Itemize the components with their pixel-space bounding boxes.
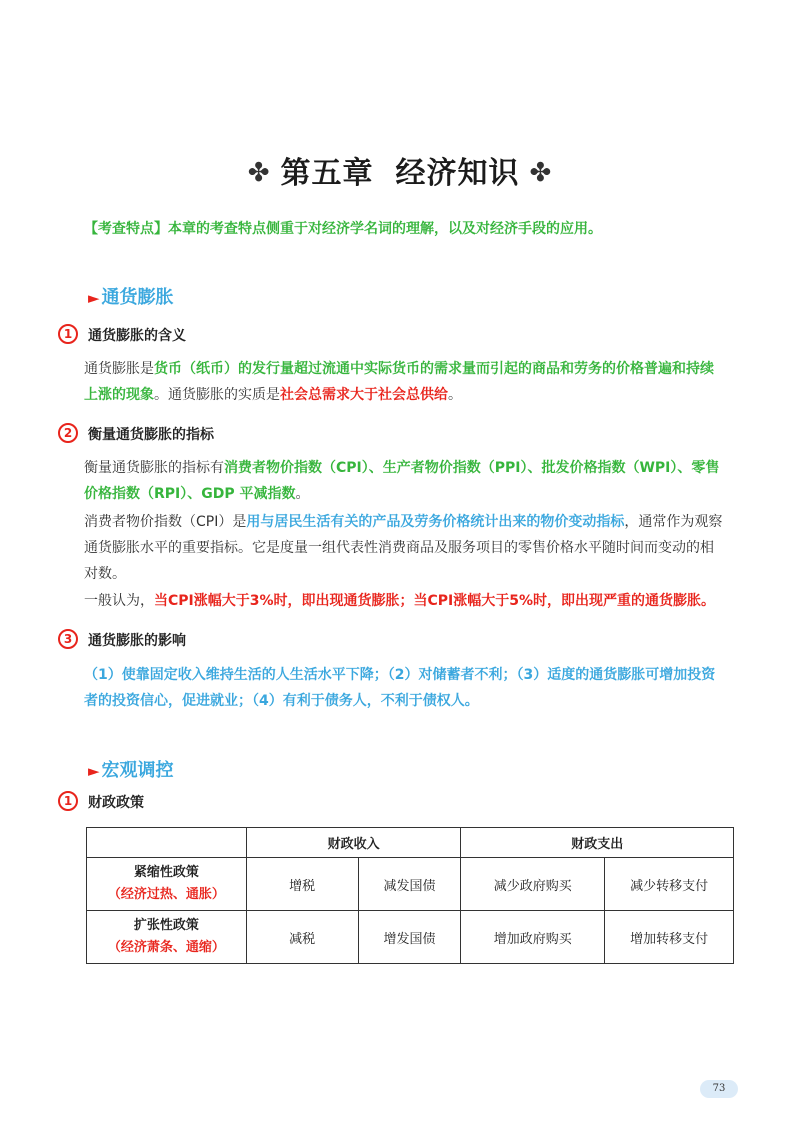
- table-cell: 减税: [246, 911, 358, 964]
- table-cell: 增加转移支付: [605, 911, 734, 964]
- exam-feature: [84, 218, 602, 238]
- paragraph-inflation-meaning: 通货膨胀是货币（纸币）的发行量超过流通中实际货币的需求量而引起的商品和劳务的价格普遍和持续上涨的现象。通货膨胀的实质是社会总需求大于社会总供给。: [84, 361, 714, 403]
- paragraph-indicators-list: 衡量通货膨胀的指标有消费者物价指数（CPI）、生产者物价指数（PPI）、批发价格指数（WPI）、零售价格指数（RPI）、GDP 平减指数。: [84, 460, 720, 502]
- ornament-left-icon: ✤: [247, 158, 271, 188]
- table-cell: 减少政府购买: [461, 858, 605, 911]
- table-row: [87, 911, 734, 964]
- table-cell: 增发国债: [358, 911, 461, 964]
- row-label-contractionary: 紧缩性政策 （经济过热、通胀）: [87, 858, 247, 911]
- chapter-name: 经济知识: [395, 156, 520, 191]
- table-cell: 减少转移支付: [605, 858, 734, 911]
- fiscal-policy-table: [86, 827, 734, 964]
- header-fiscal-income: 财政收入: [246, 828, 461, 858]
- table-cell: 减发国债: [358, 858, 461, 911]
- circled-number-icon: 3: [58, 629, 78, 649]
- circled-number-icon: 1: [58, 791, 78, 811]
- chapter-number: 第五章: [280, 156, 374, 191]
- circled-number-icon: 2: [58, 423, 78, 443]
- triangle-arrow-icon: ►: [88, 762, 100, 780]
- subheading-inflation-meaning: 1 通货膨胀的含义: [58, 325, 186, 346]
- paragraph-cpi-threshold: 一般认为，当CPI涨幅大于3%时，即出现通货膨胀；当CPI涨幅大于5%时，即出现严重的通货膨胀。: [84, 593, 716, 609]
- table-row: [87, 858, 734, 911]
- subheading-inflation-indicators: 2 衡量通货膨胀的指标: [58, 424, 214, 445]
- table-cell: 增加政府购买: [461, 911, 605, 964]
- row-label-expansionary: 扩张性政策 （经济萧条、通缩）: [87, 911, 247, 964]
- table-corner-cell: [87, 828, 247, 858]
- subheading-inflation-effects: 3 通货膨胀的影响: [58, 630, 186, 651]
- section-macro-control-heading: ► 宏观调控: [88, 760, 174, 781]
- circled-number-icon: 1: [58, 324, 78, 344]
- table-cell: 增税: [246, 858, 358, 911]
- exam-feature-label: 【考查特点】: [84, 221, 168, 237]
- paragraph-inflation-effects: （1）使靠固定收入维持生活的人生活水平下降；（2）对储蓄者不利；（3）适度的通货膨胀可增加投资者的投资信心，促进就业；（4）有利于债务人，不利于债权人。: [84, 667, 716, 709]
- chapter-title: [0, 148, 800, 192]
- header-fiscal-expense: 财政支出: [461, 828, 734, 858]
- paragraph-cpi-definition: 消费者物价指数（CPI）是用与居民生活有关的产品及劳务价格统计出来的物价变动指标，通常作为观察通货膨胀水平的重要指标。它是度量一组代表性消费商品及服务项目的零售价格水平随时间而变动的相对数。: [84, 514, 723, 582]
- ornament-right-icon: ✤: [529, 158, 553, 188]
- exam-feature-text: 本章的考查特点侧重于对经济学名词的理解，以及对经济手段的应用。: [168, 221, 602, 237]
- table-header-row: [87, 828, 734, 858]
- page-number: 73: [700, 1080, 738, 1098]
- subheading-fiscal-policy: 1 财政政策: [58, 792, 144, 813]
- triangle-arrow-icon: ►: [88, 289, 100, 307]
- section-inflation-heading: ► 通货膨胀: [88, 287, 174, 308]
